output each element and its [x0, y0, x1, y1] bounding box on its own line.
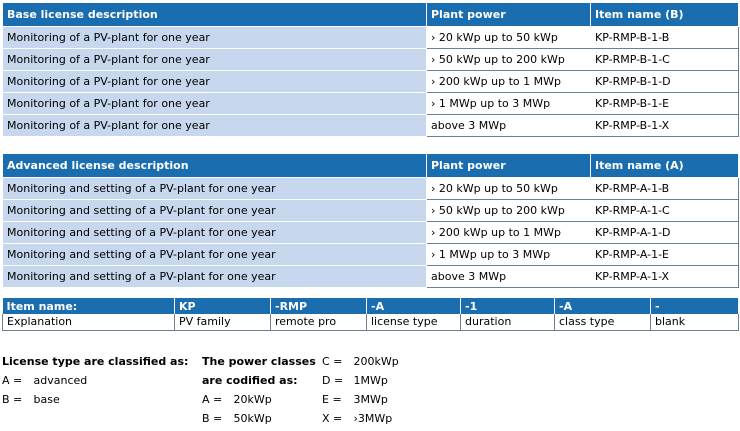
- table-row: [3, 266, 739, 288]
- table-row: [3, 314, 739, 330]
- table-row: [3, 200, 739, 222]
- column-header: Item name (B): [591, 3, 739, 27]
- table-row: [3, 71, 739, 93]
- plant-power-cell: › 200 kWp up to 1 MWp: [427, 71, 591, 93]
- legend-value: 200kWp: [353, 355, 399, 368]
- explanation-cell: PV family: [175, 314, 271, 330]
- explanation-cell: duration: [461, 314, 555, 330]
- legend-key: C =: [322, 355, 343, 368]
- legend-key: B =: [202, 412, 223, 425]
- table-row: [3, 115, 739, 137]
- power-class-legend: [202, 352, 332, 428]
- description-cell: Monitoring and setting of a PV-plant for one year: [3, 222, 427, 244]
- column-header: -1: [461, 298, 555, 314]
- advanced-license-table: [2, 153, 739, 288]
- table-row: [3, 244, 739, 266]
- table-header-row: [3, 3, 739, 27]
- item-name-cell: KP-RMP-A-1-B: [591, 178, 739, 200]
- power-legend-title-1: The power classes: [202, 355, 316, 368]
- column-header: -RMP: [271, 298, 367, 314]
- legend-entry: [2, 390, 202, 409]
- legend-value: 3MWp: [353, 393, 388, 406]
- legend-key: X =: [322, 412, 343, 425]
- plant-power-cell: › 50 kWp up to 200 kWp: [427, 49, 591, 71]
- plant-power-cell: › 1 MWp up to 3 MWp: [427, 93, 591, 115]
- plant-power-cell: › 20 kWp up to 50 kWp: [427, 27, 591, 49]
- column-header: Plant power: [427, 3, 591, 27]
- legend-key: A =: [202, 393, 223, 406]
- explanation-cell: license type: [367, 314, 461, 330]
- legend-value: advanced: [33, 374, 88, 387]
- item-name-cell: KP-RMP-A-1-D: [591, 222, 739, 244]
- item-name-explanation-table: [2, 298, 739, 331]
- description-cell: Monitoring of a PV-plant for one year: [3, 115, 427, 137]
- description-cell: Monitoring of a PV-plant for one year: [3, 71, 427, 93]
- item-name-cell: KP-RMP-B-1-C: [591, 49, 739, 71]
- legend-value: 20kWp: [233, 393, 272, 406]
- plant-power-cell: above 3 MWp: [427, 115, 591, 137]
- plant-power-cell: › 50 kWp up to 200 kWp: [427, 200, 591, 222]
- base-license-table: [2, 2, 739, 137]
- table-row: [3, 222, 739, 244]
- plant-power-cell: › 200 kWp up to 1 MWp: [427, 222, 591, 244]
- legend-key: D =: [322, 374, 344, 387]
- description-cell: Monitoring and setting of a PV-plant for one year: [3, 200, 427, 222]
- legend-key: A =: [2, 374, 23, 387]
- legend-value: ›3MWp: [353, 412, 393, 425]
- table-spacer: [2, 137, 738, 153]
- legend-key: B =: [2, 393, 23, 406]
- description-cell: Monitoring of a PV-plant for one year: [3, 49, 427, 71]
- legend-entry: [322, 409, 442, 428]
- item-name-cell: KP-RMP-A-1-X: [591, 266, 739, 288]
- legend-entry: [322, 352, 442, 371]
- column-header: -: [651, 298, 739, 314]
- column-header: -A: [555, 298, 651, 314]
- description-cell: Monitoring of a PV-plant for one year: [3, 93, 427, 115]
- legend-entry: [322, 390, 442, 409]
- item-name-cell: KP-RMP-A-1-C: [591, 200, 739, 222]
- explanation-cell: blank: [651, 314, 739, 330]
- item-name-cell: KP-RMP-B-1-X: [591, 115, 739, 137]
- power-legend-title-2: are codified as:: [202, 374, 298, 387]
- item-name-cell: KP-RMP-A-1-E: [591, 244, 739, 266]
- license-tables: [2, 2, 738, 331]
- legend-value: 1MWp: [353, 374, 388, 387]
- column-header: -A: [367, 298, 461, 314]
- legend-value: base: [33, 393, 60, 406]
- legend-value: 50kWp: [233, 412, 272, 425]
- license-legend-title: License type are classified as:: [2, 355, 189, 368]
- column-header: Item name:: [3, 298, 175, 314]
- description-cell: Monitoring of a PV-plant for one year: [3, 27, 427, 49]
- plant-power-cell: above 3 MWp: [427, 266, 591, 288]
- explanation-cell: Explanation: [3, 314, 175, 330]
- legend-entry: [322, 371, 442, 390]
- column-header: Item name (A): [591, 154, 739, 178]
- description-cell: Monitoring and setting of a PV-plant for one year: [3, 244, 427, 266]
- description-cell: Monitoring and setting of a PV-plant for one year: [3, 178, 427, 200]
- plant-power-cell: › 1 MWp up to 3 MWp: [427, 244, 591, 266]
- item-name-cell: KP-RMP-B-1-D: [591, 71, 739, 93]
- item-name-cell: KP-RMP-B-1-B: [591, 27, 739, 49]
- power-class-codes: [322, 352, 442, 428]
- explanation-cell: class type: [555, 314, 651, 330]
- legend-entry: [202, 409, 332, 428]
- table-row: [3, 93, 739, 115]
- legend-key: E =: [322, 393, 342, 406]
- table-header-row: [3, 298, 739, 314]
- explanation-cell: remote pro: [271, 314, 367, 330]
- table-row: [3, 178, 739, 200]
- column-header: Advanced license description: [3, 154, 427, 178]
- description-cell: Monitoring and setting of a PV-plant for one year: [3, 266, 427, 288]
- table-row: [3, 27, 739, 49]
- plant-power-cell: › 20 kWp up to 50 kWp: [427, 178, 591, 200]
- column-header: Plant power: [427, 154, 591, 178]
- column-header: Base license description: [3, 3, 427, 27]
- license-type-legend: [2, 352, 202, 409]
- item-name-cell: KP-RMP-B-1-E: [591, 93, 739, 115]
- table-header-row: [3, 154, 739, 178]
- legend-entry: [2, 371, 202, 390]
- table-row: [3, 49, 739, 71]
- column-header: KP: [175, 298, 271, 314]
- legend-entry: [202, 390, 332, 409]
